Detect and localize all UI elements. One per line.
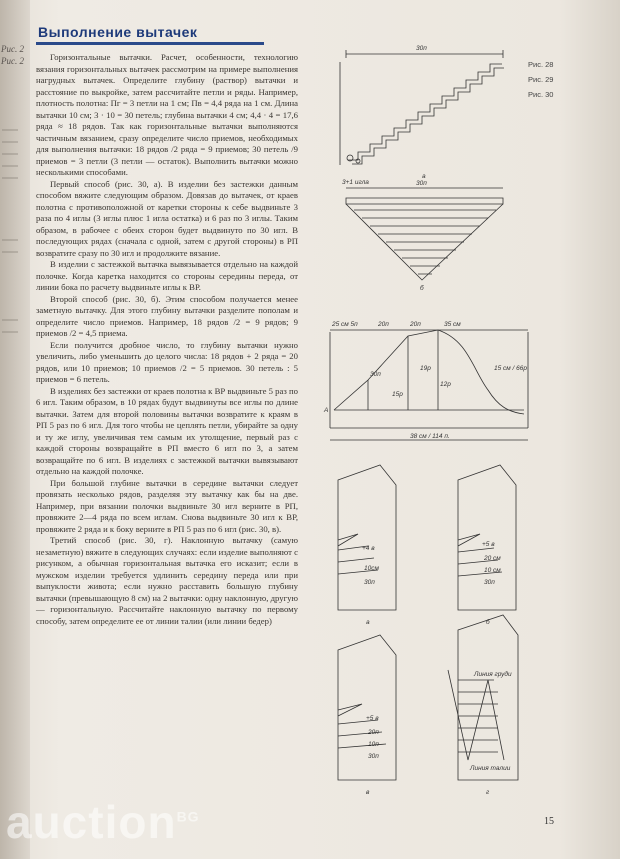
fig-d3-label: 10п: [368, 741, 379, 748]
body-text: [36, 52, 298, 627]
watermark-logo: auction$^{BG}$: [6, 796, 200, 848]
fig-d2-letter: б: [486, 619, 490, 626]
fig-c-side-label: А: [324, 407, 329, 414]
fig-b-left-label: 3+1 игла: [342, 179, 369, 186]
fig-c-dim: 15 см / 66р: [494, 365, 528, 372]
fig-d2-label: 20 см: [484, 555, 501, 562]
fig-ref-28: Рис. 28: [528, 60, 554, 69]
fig-c-top-label: 35 см: [444, 321, 461, 328]
paragraph: В изделии с застежкой вытачка вывязывается отдельно на каждой полочке. Когда каретка находится со стороны середины переда, от линии бока по расчету выдвиньте иглы к ВР.: [36, 259, 298, 292]
fig-c-bottom-label: 38 см / 114 п.: [410, 433, 450, 440]
strip-fig-ref: Рис. 2: [1, 56, 24, 66]
paragraph: В изделиях без застежки от краев полотна к ВР выдвиньте 5 раз по 6 игл. Таким образом, в 10 рядах будут выдвинуты все иглы по длине вытачки. Затем для второй половины вытачки возвратите к краям в РП 5 раз по 6 игл. Для того чтобы не цеплять петли, убирайте за одну и ту же иглу, увеличивая тем самым их утолщение, первый раз с каждой стороны возвращайте в РП вместо 6 игл по 3, а затем возвращайте по 6 игл. В изделиях с застежкой вытачки вывязывают отдельно на каждой полочке.: [36, 385, 298, 476]
fig-d4-label: Линия груди: [474, 671, 512, 678]
fig-d3-label: 30п: [368, 753, 379, 760]
fig-d2-label: +5 в: [482, 541, 495, 548]
fig-d1-label: +4 в: [362, 545, 375, 552]
section-heading: Выполнение вытачек: [38, 24, 198, 40]
figure-a-staircase: [340, 50, 504, 165]
adjacent-page-strip: [0, 0, 30, 859]
paragraph: Третий способ (рис. 30, г). Наклонную вытачку (самую незаметную) вяжите в следующих случаях: если изделие выполняют с рисунком, а обычная горизонтальная вытачка его исказит; если в мужском изделии требуется удлинить середину переда или при выпуклости живота; если нужно расставить большую глубину вытачки (превышающую 8 см) на 2 вытачки: одну наклонную, другую — горизонтальную. Рассчитайте наклонную вытачку по первому способу, затем определите ее от линии талии (или линии бедер): [36, 535, 298, 626]
fig-c-dim: 15р: [392, 391, 403, 398]
paragraph: Если получится дробное число, то глубину вытачки нужно увеличить, либо уменьшить до целого числа: 18 рядов + 2 ряда = 20 рядов, или 10 приемов; 10 приемов /2 = 5 приемов. 30 петель : 5 приемов = 6 петель.: [36, 339, 298, 384]
fig-c-dim: 30п: [370, 371, 381, 378]
fig-c-dim: 12р: [440, 381, 451, 388]
fig-c-top-label: 25 см 5п: [332, 321, 358, 328]
fig-c-top-label: 20п: [378, 321, 389, 328]
fig-d1-label: 10см: [364, 565, 379, 572]
fig-d3-label: +5 в: [366, 715, 379, 722]
figure-d1-front-piece: [338, 465, 396, 610]
fig-a-letter: а: [422, 173, 426, 180]
figure-d4-front-piece: [448, 615, 518, 780]
fig-d2-label: 10 см: [484, 567, 501, 574]
page-number: 15: [544, 816, 554, 827]
heading-underline: [36, 42, 264, 45]
figure-d3-front-piece: [338, 635, 396, 780]
fig-a-width-label: 30п: [416, 45, 427, 52]
figure-d2-front-piece: [458, 465, 516, 610]
figure-b-trapezoid: [346, 188, 503, 280]
fig-d3-letter: в: [366, 789, 370, 796]
fig-ref-29: Рис. 29: [528, 75, 554, 84]
fig-c-dim: 19р: [420, 365, 431, 372]
fig-d1-label: 30п: [364, 579, 375, 586]
fig-d4-label: Линия талии: [470, 765, 511, 772]
fig-ref-30: Рис. 30: [528, 90, 554, 99]
fig-d4-letter: г: [486, 789, 490, 796]
paragraph: Горизонтальные вытачки. Расчет, особенности, технологию вязания горизонтальных вытачек рассмотрим на примере выполнения нагрудных вытачек. Определите глубину (раствор) вытачки и расстояние по выкройке, затем рассчитайте петли и ряды. Например, плотность полотна: Пг = 3 петли на 1 см; Пв = 4,4 ряда на 1 см. Длина вытачки 10 см; 3 · 10 = 30 петель; глубина вытачки 4 см; 4,4 · 4 = 17,6 ряда ≈ 18 рядов. Так как горизонтальные вытачки выполняются частичным вязанием, сразу определите число приемов, необходимых для выполнения вытачки: 18 рядов /2 ряда = 9 приемов; 30 петель /9 приемов = 3 петли (3 петли — остаток). Выполнить вытачки можно несколькими способами.: [36, 52, 298, 177]
fig-b-width-label: 30п: [416, 180, 427, 187]
paragraph: Первый способ (рис. 30, а). В изделии без застежки данным способом вяжите следующим образом. Довязав до вытачек, от краев полотна с противоположной от каретки стороны к себе выдвиньте 3 раза по 4 иглы (3 иглы плюс 1 игла остатка) и 6 раз по 3 иглы. Таким образом, в рабочее с обеих сторон будет выдвинуто по 30 игл. В последующих рядах (сначала с одной, затем с другой стороны) в РП возвратите сразу по 30 игл и продолжите вязание.: [36, 178, 298, 258]
figure-c-bodice-pattern: [330, 330, 528, 440]
strip-fig-ref: Рис. 2: [1, 44, 24, 54]
fig-c-top-label: 20п: [410, 321, 421, 328]
adjacent-page-lines: [2, 120, 20, 380]
fig-d3-label: 20п: [368, 729, 379, 736]
fig-d1-letter: а: [366, 619, 370, 626]
paragraph: Второй способ (рис. 30, б). Этим способом получается менее заметную вытачку. Для этого глубину вытачки разделите пополам и определите число приемов. Например, 18 рядов /2 = 9 рядов; 9 приемов /2 = 4,5 приема.: [36, 293, 298, 338]
paragraph: При большой глубине вытачки в середине вытачки следует провязать несколько рядов, разделяя эту вытачку как бы на две. Например, при вязании полочки выдвиньте 30 игл верните в РП, провяжите 2—4 ряда по всем иглам. Снова выдвиньте 30 игл к ВР, провяжите 2 ряда и к боку верните в РП 5 раз по 6 игл (рис. 30, в).: [36, 477, 298, 534]
figure-30-diagrams: [298, 40, 530, 800]
fig-d2-label: 30п: [484, 579, 495, 586]
fig-b-letter: б: [420, 285, 424, 292]
